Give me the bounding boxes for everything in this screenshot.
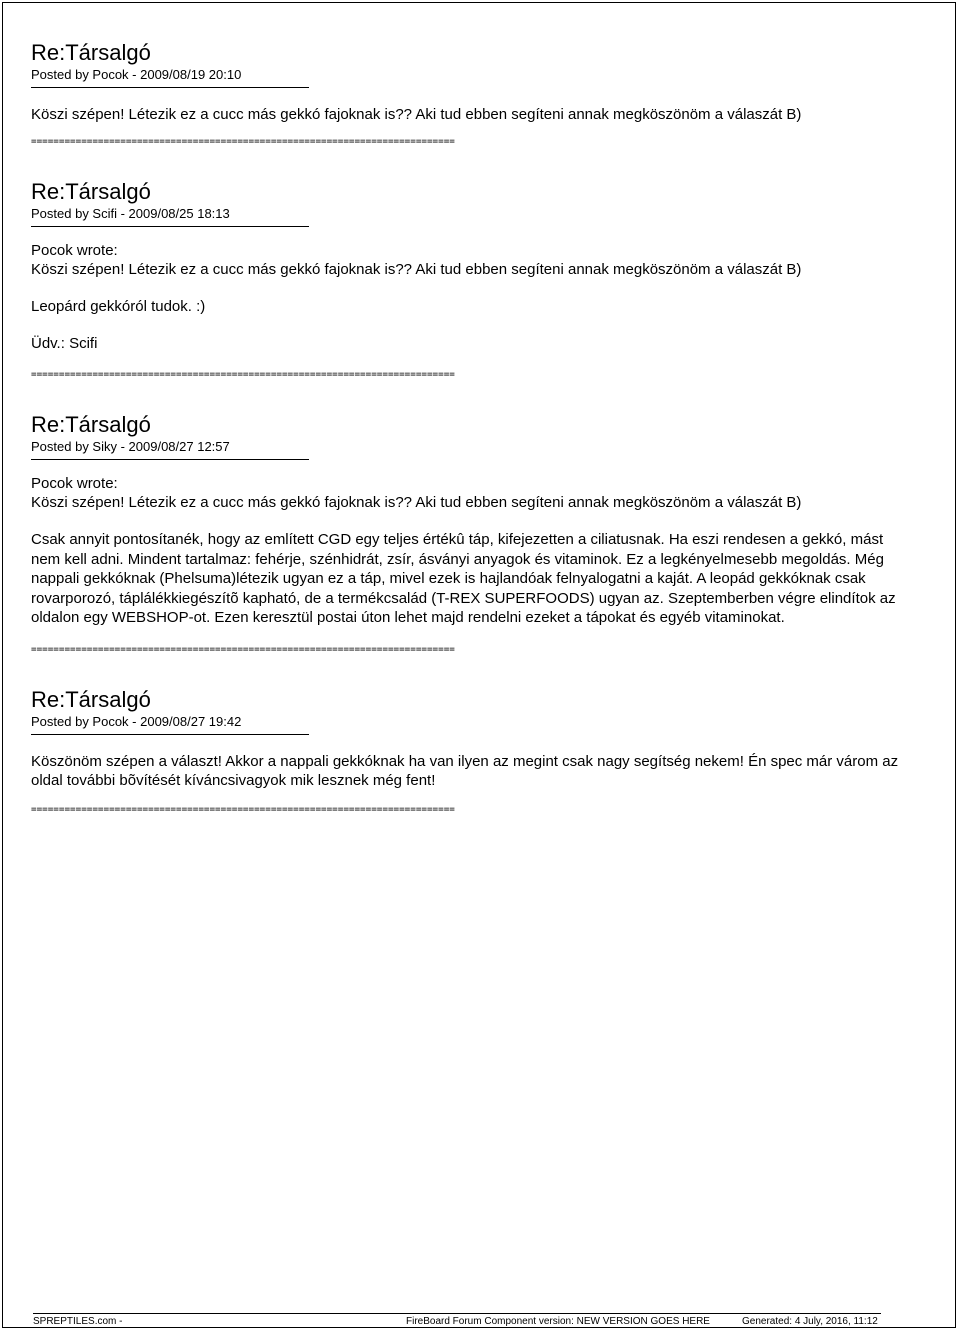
post — [31, 687, 911, 816]
thread — [31, 40, 911, 816]
post — [31, 412, 911, 656]
post-title: Re:Társalgó — [31, 40, 151, 65]
footer-component: FireBoard Forum Component version: NEW VERSION GOES HERE — [406, 1316, 710, 1327]
post-paragraph: Csak annyit pontosítanék, hogy az említett CGD egy teljes értékû táp, kifejezetten a ciliatusnak. Ha eszi rendesen a gekkó, mást nem kell adni. Mindent tartalmaz: fehérje, szénhidrát, zsír, ásványi anyagok és vitaminok. Ez a legkényelmesebb megoldás. Még nappali gekkóknak (Phelsuma)létezik ugyan ez a táp, mivel ezek is hajlandóak felnyalogatni a kaját. A leopád gekkóknak csak rovarporozó, táplálékkiegészítõ kapható, de a termékcsalád (T-REX SUPERFOODS) ugyan az. Szeptemberben végre elindítok az oldalon egy WEBSHOP-ot. Ezen keresztül postai úton lehet majd rendelni ezeket a tápokat és egyéb vitaminokat. — [31, 531, 896, 626]
post-meta: Posted by Scifi - 2009/08/25 18:13 — [31, 206, 230, 221]
post-separator: ============================================================================ — [31, 369, 455, 380]
post — [31, 179, 911, 381]
quote-text: Köszi szépen! Létezik ez a cucc más gekkó fajoknak is?? Aki tud ebben segíteni annak megköszönöm a válaszát B) — [31, 261, 802, 278]
divider — [31, 87, 309, 88]
post-body — [31, 105, 911, 124]
footer-generated: Generated: 4 July, 2016, 11:12 — [742, 1316, 878, 1327]
divider — [31, 226, 309, 227]
footer-divider — [33, 1313, 881, 1314]
post-separator: ============================================================================ — [31, 136, 455, 147]
post-paragraph: Köszi szépen! Létezik ez a cucc más gekkó fajoknak is?? Aki tud ebben segíteni annak megköszönöm a válaszát B) — [31, 106, 802, 123]
divider — [31, 734, 309, 735]
post-meta: Posted by Pocok - 2009/08/19 20:10 — [31, 67, 242, 82]
post-title: Re:Társalgó — [31, 179, 151, 204]
quote-author: Pocok wrote: — [31, 475, 118, 492]
post-title: Re:Társalgó — [31, 686, 151, 712]
post-body — [31, 752, 911, 790]
post-meta: Posted by Siky - 2009/08/27 12:57 — [31, 439, 230, 454]
post — [31, 40, 911, 148]
post-body — [31, 297, 911, 353]
post-paragraph: Üdv.: Scifi — [31, 335, 98, 352]
quote-text: Köszi szépen! Létezik ez a cucc más gekkó fajoknak is?? Aki tud ebben segíteni annak megköszönöm a válaszát B) — [31, 494, 802, 511]
post-title: Re:Társalgó — [31, 412, 151, 437]
footer-site: SPREPTILES.com - — [33, 1316, 123, 1327]
post-meta: Posted by Pocok - 2009/08/27 19:42 — [31, 713, 242, 729]
post-body — [31, 530, 901, 628]
post-paragraph: Leopárd gekkóról tudok. :) — [31, 298, 206, 315]
post-separator: ============================================================================ — [31, 643, 455, 655]
quote-author: Pocok wrote: — [31, 242, 118, 259]
post-paragraph: Köszönöm szépen a választ! Akkor a nappali gekkóknak ha van ilyen az megint csak nagy segítség nekem! Én spec már várom az oldal további bõvítését kíváncsivagyok mik lesznek még fent! — [31, 752, 899, 789]
post-separator: ============================================================================ — [31, 803, 455, 815]
divider — [31, 459, 309, 460]
